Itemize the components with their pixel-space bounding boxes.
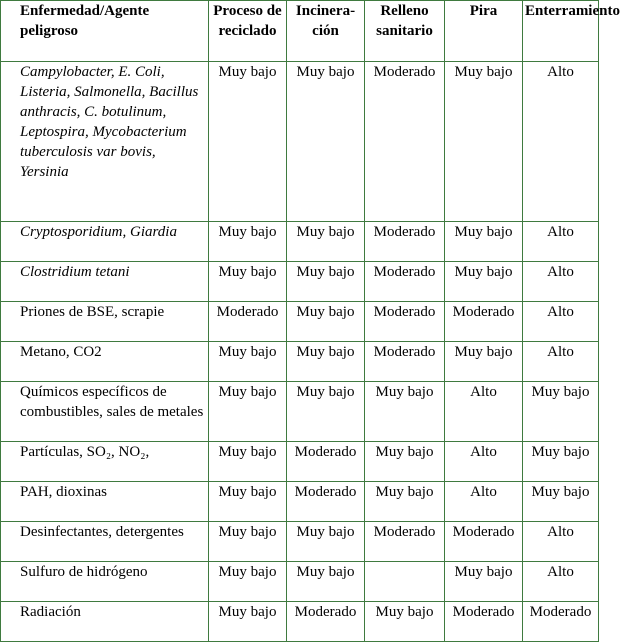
table-row	[1, 62, 599, 222]
cell-landfill: Moderado	[365, 522, 445, 562]
cell-recycling: Muy bajo	[209, 342, 287, 382]
cell-incineration: Moderado	[287, 482, 365, 522]
table-row	[1, 562, 599, 602]
cell-burial: Alto	[523, 522, 599, 562]
header-pyre: Pira	[445, 1, 523, 62]
table-row	[1, 382, 599, 442]
cell-landfill: Muy bajo	[365, 382, 445, 442]
table-row	[1, 522, 599, 562]
cell-burial: Alto	[523, 302, 599, 342]
cell-pyre: Muy bajo	[445, 562, 523, 602]
header-landfill: Relleno sanitario	[365, 1, 445, 62]
cell-burial: Alto	[523, 222, 599, 262]
table-row	[1, 482, 599, 522]
cell-incineration: Muy bajo	[287, 302, 365, 342]
table-row	[1, 302, 599, 342]
cell-burial: Alto	[523, 62, 599, 222]
cell-burial: Muy bajo	[523, 382, 599, 442]
cell-burial: Alto	[523, 262, 599, 302]
table-row	[1, 262, 599, 302]
cell-agent: Químicos específicos de combustibles, sales de metales	[1, 382, 209, 442]
cell-landfill	[365, 562, 445, 602]
cell-pyre: Alto	[445, 382, 523, 442]
cell-incineration: Muy bajo	[287, 222, 365, 262]
cell-incineration: Muy bajo	[287, 62, 365, 222]
table-row	[1, 222, 599, 262]
cell-landfill: Moderado	[365, 262, 445, 302]
cell-landfill: Moderado	[365, 222, 445, 262]
cell-landfill: Muy bajo	[365, 442, 445, 482]
cell-agent: Partículas, SO₂, NO₂,	[1, 442, 209, 482]
cell-burial: Alto	[523, 562, 599, 602]
cell-incineration: Muy bajo	[287, 522, 365, 562]
cell-recycling: Muy bajo	[209, 562, 287, 602]
cell-agent: Desinfectantes, detergentes	[1, 522, 209, 562]
cell-agent: Campylobacter, E. Coli, Listeria, Salmonella, Bacillus anthracis, C. botulinum, Leptospira, Mycobacterium tuberculosis var bovis, Yersinia	[1, 62, 209, 222]
cell-incineration: Muy bajo	[287, 342, 365, 382]
cell-agent: Sulfuro de hidrógeno	[1, 562, 209, 602]
cell-incineration: Muy bajo	[287, 382, 365, 442]
cell-agent: Priones de BSE, scrapie	[1, 302, 209, 342]
cell-landfill: Muy bajo	[365, 482, 445, 522]
cell-incineration: Muy bajo	[287, 262, 365, 302]
cell-landfill: Moderado	[365, 302, 445, 342]
cell-pyre: Moderado	[445, 302, 523, 342]
cell-agent: Clostridium tetani	[1, 262, 209, 302]
cell-pyre: Moderado	[445, 602, 523, 642]
cell-incineration: Moderado	[287, 602, 365, 642]
table-row	[1, 442, 599, 482]
table-row	[1, 602, 599, 642]
cell-incineration: Muy bajo	[287, 562, 365, 602]
cell-pyre: Muy bajo	[445, 222, 523, 262]
cell-agent: Cryptosporidium, Giardia	[1, 222, 209, 262]
cell-landfill: Muy bajo	[365, 602, 445, 642]
table-row	[1, 342, 599, 382]
cell-recycling: Muy bajo	[209, 62, 287, 222]
cell-burial: Moderado	[523, 602, 599, 642]
cell-recycling: Muy bajo	[209, 482, 287, 522]
cell-recycling: Muy bajo	[209, 262, 287, 302]
table-header-row	[1, 1, 599, 62]
cell-agent: Metano, CO2	[1, 342, 209, 382]
cell-recycling: Muy bajo	[209, 382, 287, 442]
cell-pyre: Alto	[445, 482, 523, 522]
cell-pyre: Muy bajo	[445, 262, 523, 302]
cell-pyre: Alto	[445, 442, 523, 482]
header-burial: Enterramiento	[523, 1, 599, 62]
header-agent: Enfermedad/Agente peligroso	[1, 1, 209, 62]
cell-pyre: Moderado	[445, 522, 523, 562]
cell-agent: Radiación	[1, 602, 209, 642]
cell-burial: Muy bajo	[523, 442, 599, 482]
cell-landfill: Moderado	[365, 62, 445, 222]
cell-landfill: Moderado	[365, 342, 445, 382]
cell-pyre: Muy bajo	[445, 62, 523, 222]
cell-incineration: Moderado	[287, 442, 365, 482]
cell-pyre: Muy bajo	[445, 342, 523, 382]
cell-burial: Muy bajo	[523, 482, 599, 522]
header-incineration: Incinera-ción	[287, 1, 365, 62]
cell-recycling: Muy bajo	[209, 602, 287, 642]
cell-recycling: Muy bajo	[209, 222, 287, 262]
cell-agent: PAH, dioxinas	[1, 482, 209, 522]
cell-recycling: Moderado	[209, 302, 287, 342]
cell-recycling: Muy bajo	[209, 442, 287, 482]
cell-burial: Alto	[523, 342, 599, 382]
cell-recycling: Muy bajo	[209, 522, 287, 562]
header-recycling: Proceso de reciclado	[209, 1, 287, 62]
table-body	[1, 62, 599, 642]
